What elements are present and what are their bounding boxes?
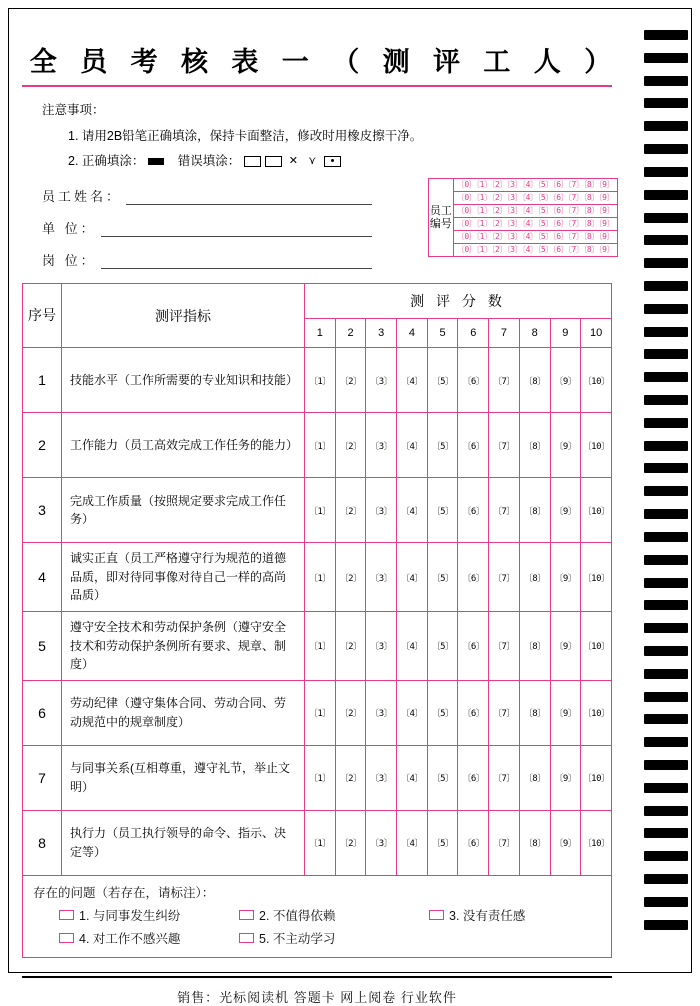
bubble-1[interactable]: 〔1〕 bbox=[305, 543, 336, 612]
binding-hole bbox=[644, 760, 688, 770]
spiral-binding-strip bbox=[642, 30, 688, 930]
binding-hole bbox=[644, 463, 688, 473]
scale-8: 8 bbox=[519, 319, 550, 348]
field-position[interactable] bbox=[42, 250, 372, 269]
binding-hole bbox=[644, 281, 688, 291]
header-score: 测 评 分 数 bbox=[305, 284, 612, 319]
bubble-row-digits[interactable]: 〔0〕〔1〕〔2〕〔3〕〔4〕〔5〕〔6〕〔7〕〔8〕〔9〕 bbox=[456, 232, 614, 242]
scale-6: 6 bbox=[458, 319, 489, 348]
bubble-2[interactable]: 〔2〕 bbox=[335, 612, 366, 681]
bubble-6[interactable]: 〔6〕 bbox=[458, 680, 489, 745]
problem-label: 1. 与同事发生纠纷 bbox=[79, 908, 181, 923]
row-no: 1 bbox=[23, 348, 62, 413]
row-indicator: 诚实正直（员工严格遵守行为规范的道德品质，即对待同事像对待自己一样的高尚品质） bbox=[62, 543, 305, 612]
cross-mark-icon: ✕ bbox=[288, 155, 298, 168]
problem-option-1[interactable] bbox=[59, 906, 239, 924]
footer-text: 销售：光标阅读机 答题卡 网上阅卷 行业软件 bbox=[177, 989, 457, 1005]
bubble-2[interactable]: 〔2〕 bbox=[335, 680, 366, 745]
binding-hole bbox=[644, 418, 688, 428]
row-no: 6 bbox=[23, 680, 62, 745]
binding-hole bbox=[644, 372, 688, 382]
bubble-5[interactable]: 〔5〕 bbox=[427, 413, 458, 478]
bubble-5[interactable]: 〔5〕 bbox=[427, 478, 458, 543]
bubble-row-digits[interactable]: 〔0〕〔1〕〔2〕〔3〕〔4〕〔5〕〔6〕〔7〕〔8〕〔9〕 bbox=[456, 193, 614, 203]
binding-hole bbox=[644, 646, 688, 656]
binding-hole bbox=[644, 258, 688, 268]
bubble-7[interactable]: 〔7〕 bbox=[489, 543, 520, 612]
binding-hole bbox=[644, 144, 688, 154]
bubble-9[interactable]: 〔9〕 bbox=[550, 680, 581, 745]
bubble-7[interactable]: 〔7〕 bbox=[489, 680, 520, 745]
bubble-1[interactable]: 〔1〕 bbox=[305, 413, 336, 478]
employee-number-row[interactable] bbox=[454, 179, 617, 192]
bubble-2[interactable]: 〔2〕 bbox=[335, 478, 366, 543]
binding-hole bbox=[644, 441, 688, 451]
checkbox-icon[interactable] bbox=[239, 933, 254, 943]
bubble-4[interactable]: 〔4〕 bbox=[397, 745, 428, 810]
evaluation-table bbox=[22, 283, 612, 876]
identity-fields bbox=[20, 186, 372, 269]
bubble-1[interactable]: 〔1〕 bbox=[305, 478, 336, 543]
binding-hole bbox=[644, 783, 688, 793]
bubble-9[interactable]: 〔9〕 bbox=[550, 348, 581, 413]
field-label: 员工姓名： bbox=[42, 189, 123, 205]
bubble-2[interactable]: 〔2〕 bbox=[335, 810, 366, 875]
bubble-2[interactable]: 〔2〕 bbox=[335, 745, 366, 810]
checkbox-icon[interactable] bbox=[59, 933, 74, 943]
scale-5: 5 bbox=[427, 319, 458, 348]
row-indicator: 与同事关系(互相尊重，遵守礼节，举止文明） bbox=[62, 745, 305, 810]
bubble-6[interactable]: 〔6〕 bbox=[458, 612, 489, 681]
table-row bbox=[23, 413, 612, 478]
field-employee-name[interactable] bbox=[42, 186, 372, 205]
correct-mark-sample bbox=[148, 158, 164, 165]
bubble-5[interactable]: 〔5〕 bbox=[427, 543, 458, 612]
field-write-line[interactable] bbox=[126, 190, 372, 205]
row-indicator: 技能水平（工作所需要的专业知识和技能） bbox=[62, 348, 305, 413]
employee-number-row[interactable] bbox=[454, 192, 617, 205]
binding-hole bbox=[644, 30, 688, 40]
bubble-10[interactable]: 〔10〕 bbox=[581, 348, 612, 413]
bubble-row-digits[interactable]: 〔0〕〔1〕〔2〕〔3〕〔4〕〔5〕〔6〕〔7〕〔8〕〔9〕 bbox=[456, 180, 614, 190]
problems-row-1 bbox=[33, 906, 601, 924]
check-mark-icon: ⋎ bbox=[308, 155, 317, 168]
notice-block bbox=[20, 99, 628, 173]
notice-item-1: 1. 请用2B铅笔正确填涂，保持卡面整洁，修改时用橡皮擦干净。 bbox=[68, 128, 423, 143]
field-label: 岗 位： bbox=[42, 253, 97, 269]
bubble-7[interactable]: 〔7〕 bbox=[489, 810, 520, 875]
problem-option-2[interactable] bbox=[239, 906, 429, 924]
binding-hole bbox=[644, 327, 688, 337]
bubble-9[interactable]: 〔9〕 bbox=[550, 810, 581, 875]
bubble-9[interactable]: 〔9〕 bbox=[550, 413, 581, 478]
filled-bar-icon bbox=[148, 158, 164, 165]
binding-hole bbox=[644, 304, 688, 314]
bubble-6[interactable]: 〔6〕 bbox=[458, 348, 489, 413]
notice-item-2-mid: 错误填涂： bbox=[177, 153, 241, 168]
binding-hole bbox=[644, 98, 688, 108]
bubble-1[interactable]: 〔1〕 bbox=[305, 680, 336, 745]
bubble-1[interactable]: 〔1〕 bbox=[305, 810, 336, 875]
bubble-3[interactable]: 〔3〕 bbox=[366, 810, 397, 875]
bubble-8[interactable]: 〔8〕 bbox=[519, 680, 550, 745]
problem-label: 5. 不主动学习 bbox=[259, 931, 336, 946]
bubble-3[interactable]: 〔3〕 bbox=[366, 543, 397, 612]
binding-hole bbox=[644, 395, 688, 405]
bubble-7[interactable]: 〔7〕 bbox=[489, 348, 520, 413]
bubble-2[interactable]: 〔2〕 bbox=[335, 413, 366, 478]
scale-4: 4 bbox=[397, 319, 428, 348]
row-indicator: 劳动纪律（遵守集体合同、劳动合同、劳动规范中的规章制度） bbox=[62, 680, 305, 745]
row-indicator: 工作能力（员工高效完成工作任务的能力） bbox=[62, 413, 305, 478]
bubble-6[interactable]: 〔6〕 bbox=[458, 745, 489, 810]
empty-box-icon bbox=[244, 156, 261, 167]
bubble-10[interactable]: 〔10〕 bbox=[581, 612, 612, 681]
empty-box-icon-2 bbox=[265, 156, 282, 167]
bubble-3[interactable]: 〔3〕 bbox=[366, 745, 397, 810]
bubble-3[interactable]: 〔3〕 bbox=[366, 612, 397, 681]
employee-number-block[interactable] bbox=[428, 178, 618, 257]
table-row bbox=[23, 680, 612, 745]
bubble-row-digits[interactable]: 〔0〕〔1〕〔2〕〔3〕〔4〕〔5〕〔6〕〔7〕〔8〕〔9〕 bbox=[456, 206, 614, 216]
field-label: 单 位： bbox=[42, 221, 97, 237]
header-no-text: 序号 bbox=[28, 307, 56, 324]
binding-hole bbox=[644, 623, 688, 633]
bubble-3[interactable]: 〔3〕 bbox=[366, 413, 397, 478]
binding-hole bbox=[644, 555, 688, 565]
bubble-8[interactable]: 〔8〕 bbox=[519, 612, 550, 681]
bubble-4[interactable]: 〔4〕 bbox=[397, 413, 428, 478]
bubble-4[interactable]: 〔4〕 bbox=[397, 810, 428, 875]
scale-10: 10 bbox=[581, 319, 612, 348]
bubble-7[interactable]: 〔7〕 bbox=[489, 413, 520, 478]
header-no bbox=[23, 284, 62, 348]
wrong-mark-samples bbox=[244, 156, 341, 167]
bubble-8[interactable]: 〔8〕 bbox=[519, 413, 550, 478]
bubble-1[interactable]: 〔1〕 bbox=[305, 745, 336, 810]
table-row bbox=[23, 348, 612, 413]
bubble-9[interactable]: 〔9〕 bbox=[550, 478, 581, 543]
table-row bbox=[23, 745, 612, 810]
notice-item-2-prefix: 2. 正确填涂： bbox=[68, 153, 145, 168]
problems-title: 存在的问题（若存在，请标注）： bbox=[33, 885, 215, 900]
bubble-1[interactable]: 〔1〕 bbox=[305, 612, 336, 681]
binding-hole bbox=[644, 213, 688, 223]
bubble-9[interactable]: 〔9〕 bbox=[550, 543, 581, 612]
table-row bbox=[23, 478, 612, 543]
binding-hole bbox=[644, 578, 688, 588]
problem-option-5[interactable] bbox=[239, 929, 429, 947]
title-divider bbox=[22, 85, 612, 87]
binding-hole bbox=[644, 486, 688, 496]
table-header-row-1 bbox=[23, 284, 612, 319]
binding-hole bbox=[644, 828, 688, 838]
employee-number-row[interactable] bbox=[454, 205, 617, 218]
bubble-5[interactable]: 〔5〕 bbox=[427, 612, 458, 681]
row-indicator: 执行力（员工执行领导的命令、指示、决定等） bbox=[62, 810, 305, 875]
scale-7: 7 bbox=[489, 319, 520, 348]
bubble-10[interactable]: 〔10〕 bbox=[581, 413, 612, 478]
identity-section bbox=[20, 180, 628, 269]
row-indicator: 遵守安全技术和劳动保护条例（遵守安全技术和劳动保护条例所有要求、规章、制度） bbox=[62, 612, 305, 681]
table-row bbox=[23, 543, 612, 612]
binding-hole bbox=[644, 737, 688, 747]
binding-hole bbox=[644, 190, 688, 200]
bubble-8[interactable]: 〔8〕 bbox=[519, 348, 550, 413]
binding-hole bbox=[644, 509, 688, 519]
scale-9: 9 bbox=[550, 319, 581, 348]
bubble-7[interactable]: 〔7〕 bbox=[489, 612, 520, 681]
bubble-5[interactable]: 〔5〕 bbox=[427, 680, 458, 745]
bubble-5[interactable]: 〔5〕 bbox=[427, 745, 458, 810]
bubble-8[interactable]: 〔8〕 bbox=[519, 745, 550, 810]
bubble-8[interactable]: 〔8〕 bbox=[519, 478, 550, 543]
bubble-2[interactable]: 〔2〕 bbox=[335, 348, 366, 413]
checkbox-icon[interactable] bbox=[429, 910, 444, 920]
bubble-3[interactable]: 〔3〕 bbox=[366, 680, 397, 745]
notice-item-2 bbox=[68, 150, 628, 174]
bubble-9[interactable]: 〔9〕 bbox=[550, 745, 581, 810]
table-row bbox=[23, 810, 612, 875]
notice-heading: 注意事项： bbox=[42, 103, 105, 117]
row-no: 5 bbox=[23, 612, 62, 681]
bubble-1[interactable]: 〔1〕 bbox=[305, 348, 336, 413]
bubble-4[interactable]: 〔4〕 bbox=[397, 612, 428, 681]
bubble-10[interactable]: 〔10〕 bbox=[581, 543, 612, 612]
binding-hole bbox=[644, 874, 688, 884]
bubble-3[interactable]: 〔3〕 bbox=[366, 348, 397, 413]
employee-number-row[interactable] bbox=[454, 244, 617, 256]
employee-number-grid[interactable] bbox=[454, 179, 617, 256]
scale-1: 1 bbox=[305, 319, 336, 348]
dotted-box-icon bbox=[324, 156, 341, 167]
binding-hole bbox=[644, 714, 688, 724]
bubble-4[interactable]: 〔4〕 bbox=[397, 348, 428, 413]
page-title: 全 员 考 核 表 一 （ 测 评 工 人 ） bbox=[29, 47, 619, 78]
bubble-6[interactable]: 〔6〕 bbox=[458, 543, 489, 612]
binding-hole bbox=[644, 806, 688, 816]
binding-hole bbox=[644, 76, 688, 86]
checkbox-icon[interactable] bbox=[239, 910, 254, 920]
bubble-row-digits[interactable]: 〔0〕〔1〕〔2〕〔3〕〔4〕〔5〕〔6〕〔7〕〔8〕〔9〕 bbox=[456, 219, 614, 229]
binding-hole bbox=[644, 851, 688, 861]
table-head bbox=[23, 284, 612, 348]
employee-number-row[interactable] bbox=[454, 218, 617, 231]
problems-row-2 bbox=[33, 929, 601, 947]
problem-label: 3. 没有责任感 bbox=[449, 908, 526, 923]
problem-label: 4. 对工作不感兴趣 bbox=[79, 931, 181, 946]
row-no: 3 bbox=[23, 478, 62, 543]
employee-number-label: 员工编号 bbox=[429, 179, 454, 256]
table-row bbox=[23, 612, 612, 681]
bubble-7[interactable]: 〔7〕 bbox=[489, 745, 520, 810]
bubble-8[interactable]: 〔8〕 bbox=[519, 543, 550, 612]
binding-hole bbox=[644, 53, 688, 63]
bubble-4[interactable]: 〔4〕 bbox=[397, 543, 428, 612]
scale-3: 3 bbox=[366, 319, 397, 348]
bubble-3[interactable]: 〔3〕 bbox=[366, 478, 397, 543]
bubble-4[interactable]: 〔4〕 bbox=[397, 478, 428, 543]
bubble-2[interactable]: 〔2〕 bbox=[335, 543, 366, 612]
bubble-10[interactable]: 〔10〕 bbox=[581, 745, 612, 810]
problem-label: 2. 不值得依赖 bbox=[259, 908, 336, 923]
form-content bbox=[20, 18, 628, 1005]
bubble-5[interactable]: 〔5〕 bbox=[427, 810, 458, 875]
row-no: 2 bbox=[23, 413, 62, 478]
problem-option-3[interactable] bbox=[429, 906, 525, 924]
binding-hole bbox=[644, 669, 688, 679]
bubble-row-digits[interactable]: 〔0〕〔1〕〔2〕〔3〕〔4〕〔5〕〔6〕〔7〕〔8〕〔9〕 bbox=[456, 245, 614, 255]
checkbox-icon[interactable] bbox=[59, 910, 74, 920]
binding-hole bbox=[644, 600, 688, 610]
employee-number-row[interactable] bbox=[454, 231, 617, 244]
field-write-line[interactable] bbox=[101, 254, 372, 269]
bubble-7[interactable]: 〔7〕 bbox=[489, 478, 520, 543]
row-no: 8 bbox=[23, 810, 62, 875]
bubble-10[interactable]: 〔10〕 bbox=[581, 810, 612, 875]
row-no: 7 bbox=[23, 745, 62, 810]
scale-2: 2 bbox=[335, 319, 366, 348]
bubble-6[interactable]: 〔6〕 bbox=[458, 810, 489, 875]
bubble-6[interactable]: 〔6〕 bbox=[458, 478, 489, 543]
binding-hole bbox=[644, 167, 688, 177]
binding-hole bbox=[644, 121, 688, 131]
field-unit[interactable] bbox=[42, 218, 372, 237]
header-indicator: 测评指标 bbox=[62, 284, 305, 348]
problems-section bbox=[22, 876, 612, 958]
table-body bbox=[23, 348, 612, 876]
problem-option-4[interactable] bbox=[59, 929, 239, 947]
bubble-10[interactable]: 〔10〕 bbox=[581, 680, 612, 745]
field-write-line[interactable] bbox=[101, 222, 372, 237]
bubble-9[interactable]: 〔9〕 bbox=[550, 612, 581, 681]
bubble-4[interactable]: 〔4〕 bbox=[397, 680, 428, 745]
binding-hole bbox=[644, 532, 688, 542]
binding-hole bbox=[644, 897, 688, 907]
binding-hole bbox=[644, 349, 688, 359]
bubble-5[interactable]: 〔5〕 bbox=[427, 348, 458, 413]
binding-hole bbox=[644, 920, 688, 930]
bubble-6[interactable]: 〔6〕 bbox=[458, 413, 489, 478]
bubble-10[interactable]: 〔10〕 bbox=[581, 478, 612, 543]
bubble-8[interactable]: 〔8〕 bbox=[519, 810, 550, 875]
binding-hole bbox=[644, 692, 688, 702]
row-indicator: 完成工作质量（按照规定要求完成工作任务） bbox=[62, 478, 305, 543]
row-no: 4 bbox=[23, 543, 62, 612]
binding-hole bbox=[644, 235, 688, 245]
